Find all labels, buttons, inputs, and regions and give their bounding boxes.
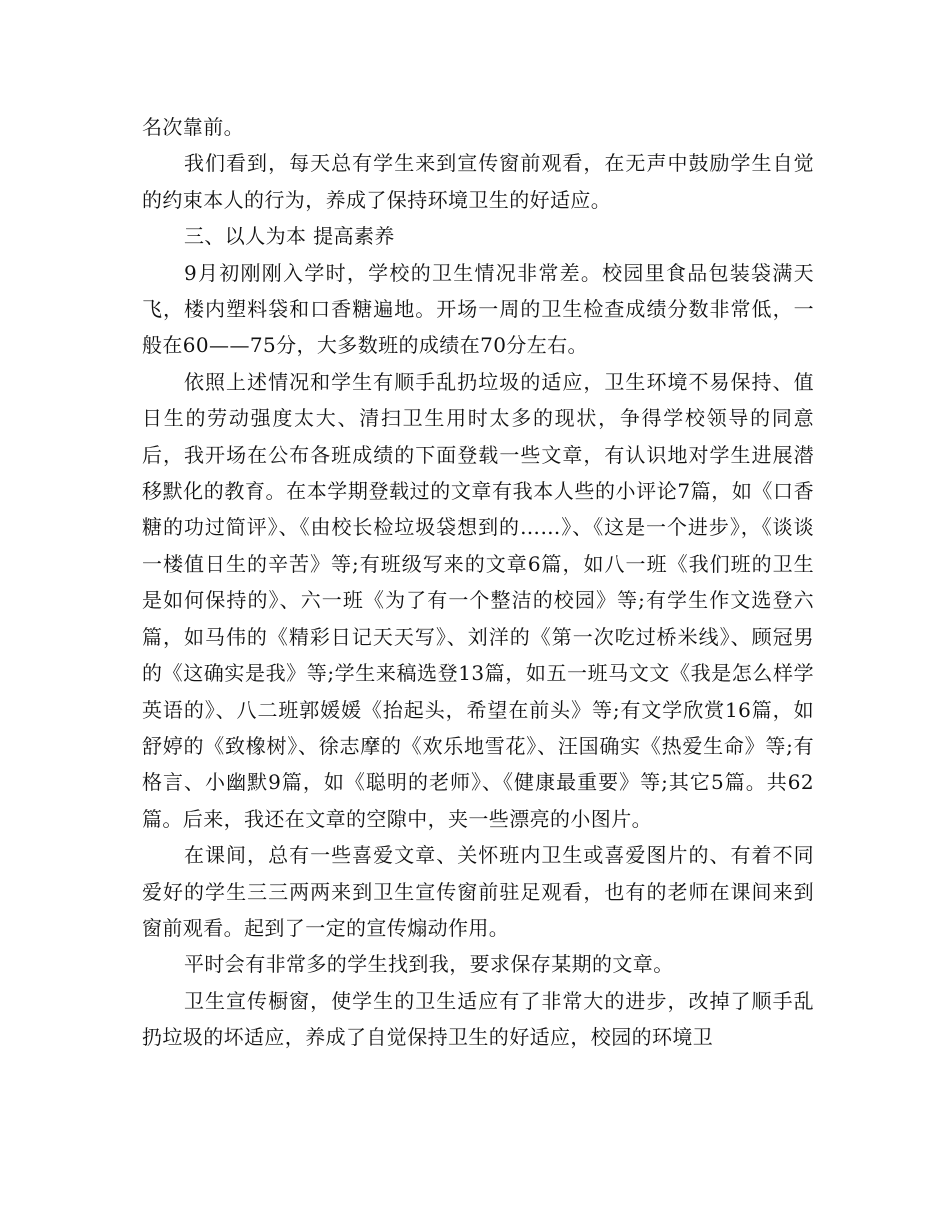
paragraph-continuation: 名次靠前。 (142, 115, 244, 139)
paragraph-publicity-window: 我们看到，每天总有学生来到宣传窗前观看，在无声中鼓励学生自觉的约束本人的行为，养成了保持环境卫生的好适应。 (142, 151, 814, 212)
paragraph-articles-published: 依照上述情况和学生有顺手乱扔垃圾的适应，卫生环境不易保持、值日生的劳动强度太大、清扫卫生用时太多的现状，争得学校领导的同意后，我开场在公布各班成绩的下面登载一些文章，有认识地对学生进展潜移默化的教育。在本学期登载过的文章有我本人些的小评论7篇，如《口香糖的功过简评》、《由校长检垃圾袋想到的……》、《这是一个进步》，《谈谈一楼值日生的辛苦》等;有班级写来的文章6篇，如八一班《我们班的卫生是如何保持的》、六一班《为了有一个整洁的校园》等;有学生作文选登六篇，如马伟的《精彩日记天天写》、刘洋的《第一次吃过桥米线》、顾冠男的《这确实是我》等;学生来稿选登13篇，如五一班马文文《我是怎么样学英语的》、八二班郭媛媛《抬起头，希望在前头》等;有文学欣赏16篇，如舒婷的《致橡树》、徐志摩的《欢乐地雪花》、汪国确实《热爱生命》等;有格言、小幽默9篇，如《聪明的老师》、《健康最重要》等;其它5篇。共62篇。后来，我还在文章的空隙中，夹一些漂亮的小图片。 (142, 369, 814, 831)
document-body (142, 109, 814, 1056)
paragraph-initial-hygiene: 9月初刚刚入学时，学校的卫生情况非常差。校园里食品包装袋满天飞，楼内塑料袋和口香糖遍地。开场一周的卫生检查成绩分数非常低，一般在60——75分，大多数班的成绩在70分左右。 (142, 260, 814, 358)
paragraph-habit-improvement: 卫生宣传橱窗，使学生的卫生适应有了非常大的进步，改掉了顺手乱扔垃圾的坏适应，养成了自觉保持卫生的好适应，校园的环境卫 (142, 988, 814, 1050)
section-heading: 三、以人为本 提高素养 (184, 224, 395, 249)
paragraph-student-requests: 平时会有非常多的学生找到我，要求保存某期的文章。 (184, 952, 674, 977)
paragraph-break-time-viewing: 在课间，总有一些喜爱文章、关怀班内卫生或喜爱图片的、有着不同爱好的学生三三两两来到卫生宣传窗前驻足观看，也有的老师在课间来到窗前观看。起到了一定的宣传煽动作用。 (142, 843, 814, 940)
